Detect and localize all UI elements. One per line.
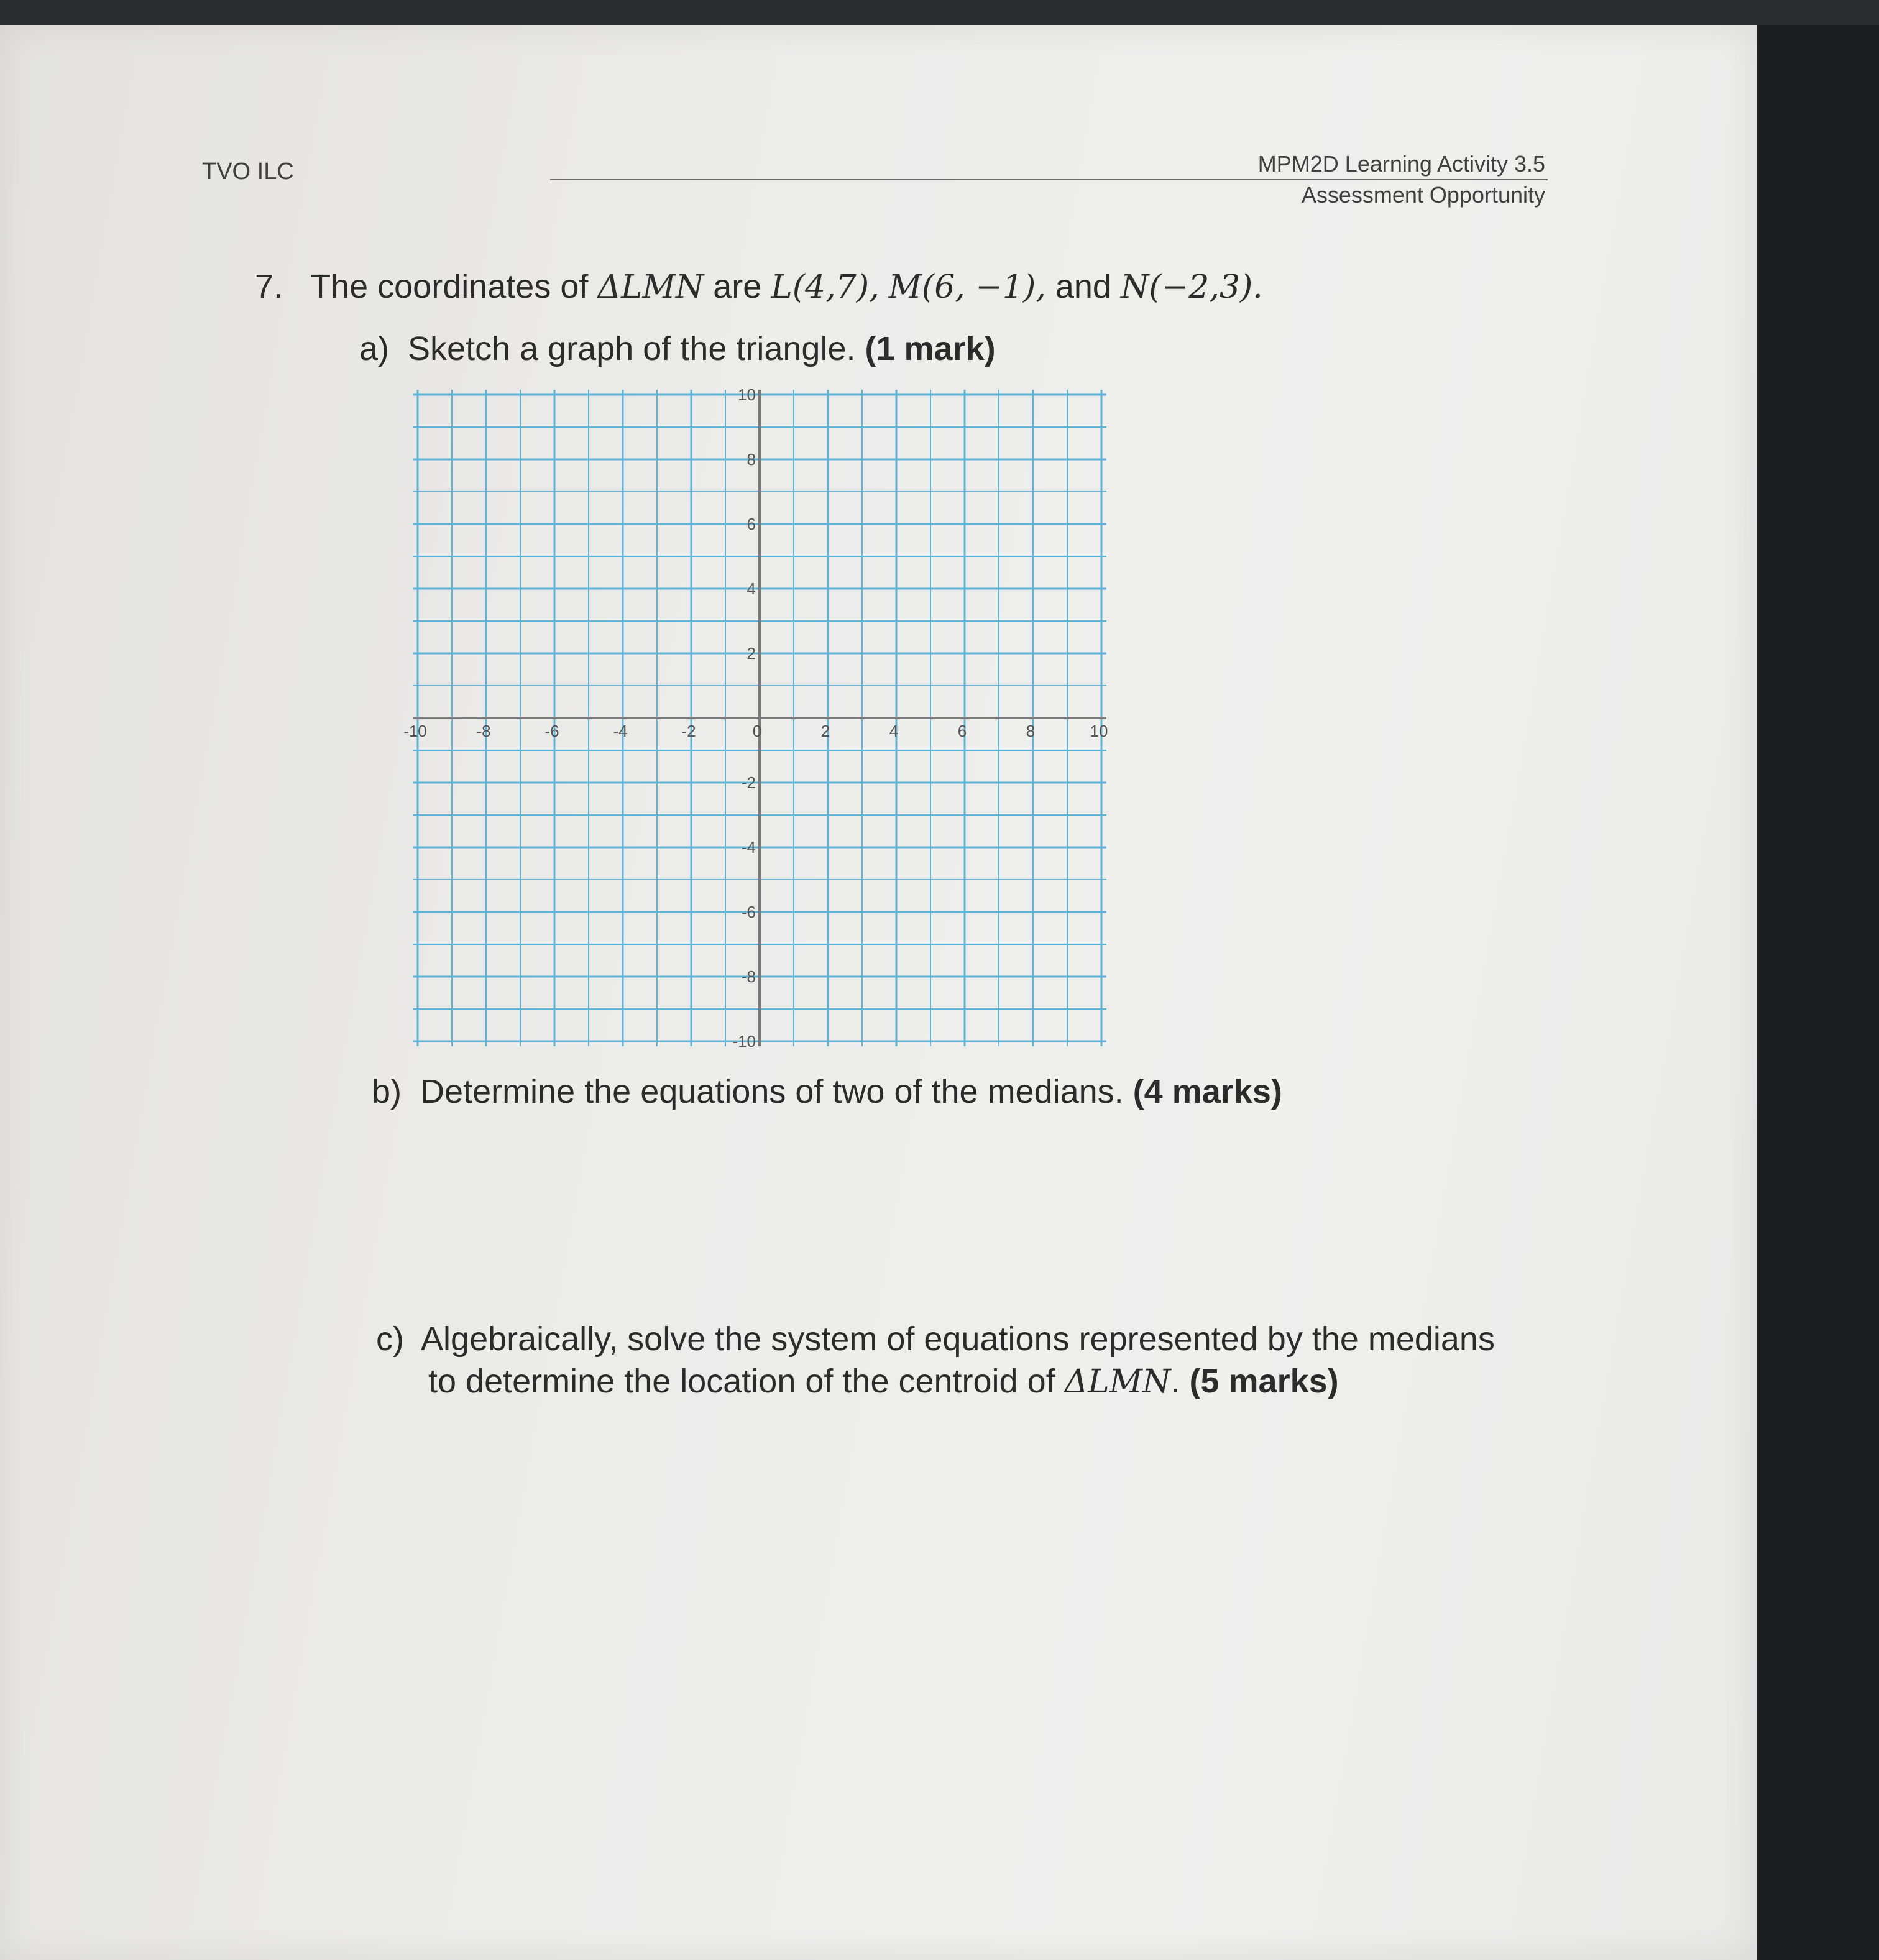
header-right (1258, 149, 1545, 210)
x-tick-label: 10 (1090, 722, 1108, 740)
part-c-line2 (376, 1360, 1495, 1403)
y-tick-label: -4 (741, 838, 756, 857)
question-end: . (1252, 269, 1263, 306)
part-c-text-line2: to determine the location of the centroid of (428, 1363, 1055, 1400)
y-tick-label: -8 (741, 967, 756, 986)
y-tick-label: 4 (747, 579, 756, 598)
x-tick-label: -6 (544, 722, 559, 740)
y-tick-label: -2 (741, 773, 756, 792)
point-m: M(6, −1) (888, 269, 1036, 306)
part-b-label: b) (372, 1073, 402, 1110)
part-a-marks: (1 mark) (865, 330, 996, 367)
y-tick-label: 6 (747, 515, 756, 533)
point-l: L(4,7) (771, 269, 870, 306)
x-tick-label: -10 (403, 722, 427, 740)
y-tick-label: 10 (738, 385, 756, 404)
x-tick-label: -2 (681, 722, 696, 740)
monitor-bezel (0, 0, 1879, 25)
question-are: are (713, 268, 762, 305)
part-c-text-line1: Algebraically, solve the system of equations represented by the medians (421, 1320, 1495, 1358)
part-c (376, 1318, 1495, 1403)
part-a-text: Sketch a graph of the triangle. (408, 330, 856, 367)
question-number: 7. (255, 268, 283, 305)
x-tick-label: -8 (476, 722, 491, 740)
x-tick-label: 0 (752, 722, 762, 740)
x-tick-label: 6 (957, 722, 967, 740)
y-tick-label: -6 (741, 903, 756, 921)
x-tick-label: 8 (1026, 722, 1036, 740)
y-tick-label: 8 (747, 450, 756, 469)
y-tick-label: -10 (732, 1032, 756, 1051)
part-a-label: a) (359, 330, 390, 367)
y-tick-label: 2 (747, 644, 756, 663)
part-c-period: . (1170, 1363, 1180, 1400)
part-c-label: c) (376, 1320, 404, 1358)
question-and: and (1055, 268, 1111, 305)
part-b-text: Determine the equations of two of the medians. (420, 1073, 1124, 1110)
x-tick-label: 2 (820, 722, 830, 740)
worksheet-page (0, 25, 1757, 1960)
coordinate-grid (403, 385, 1108, 1051)
point-n: N(−2,3) (1120, 269, 1253, 306)
header-subtitle: Assessment Opportunity (1301, 182, 1545, 208)
part-c-marks: (5 marks) (1189, 1363, 1339, 1400)
x-tick-label: 4 (889, 722, 899, 740)
header-left: TVO ILC (202, 159, 294, 185)
part-c-triangle: ΔLMN (1064, 1363, 1171, 1401)
part-b (372, 1072, 1282, 1111)
question-intro: The coordinates of (310, 268, 589, 305)
part-a (359, 329, 996, 368)
x-tick-label: -4 (613, 722, 628, 740)
triangle-name: ΔLMN (597, 269, 704, 306)
question-7: 7. The coordinates of ΔLMN are L(4,7), M(6, −1), and N(−2,3). (255, 268, 1263, 306)
header-course: MPM2D Learning Activity 3.5 (1258, 149, 1545, 180)
part-b-marks: (4 marks) (1132, 1073, 1282, 1110)
